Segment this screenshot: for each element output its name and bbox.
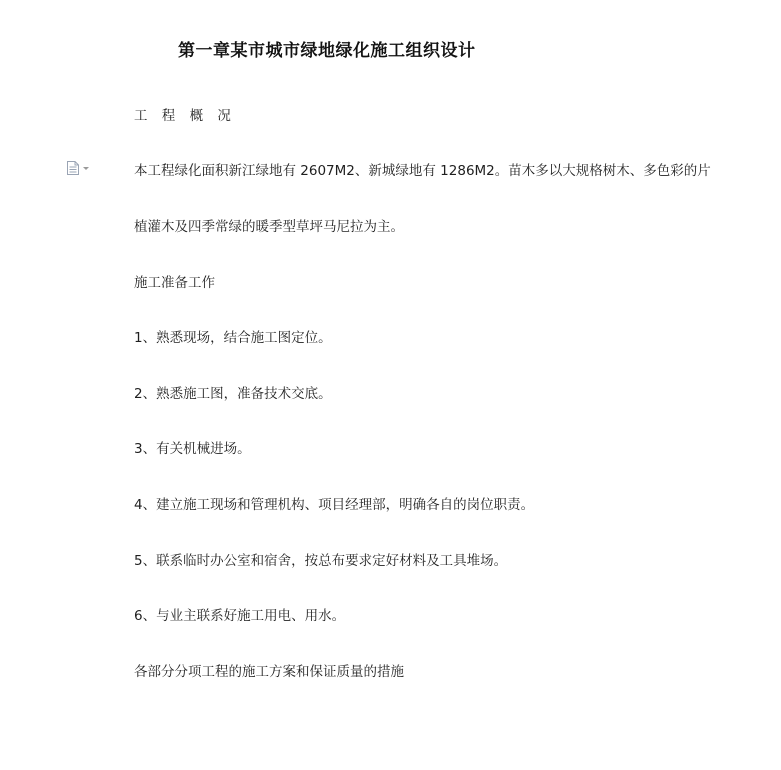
- list-item: 5、联系临时办公室和宿舍，按总布要求定好材料及工具堆场。: [134, 553, 508, 569]
- prep-heading: 施工准备工作: [134, 275, 215, 291]
- list-item: 3、有关机械进场。: [134, 441, 251, 457]
- section-heading: 工 程 概 况: [134, 108, 236, 124]
- list-item: 4、建立施工现场和管理机构、项目经理部，明确各自的岗位职责。: [134, 497, 535, 513]
- closing-heading: 各部分分项工程的施工方案和保证质量的措施: [134, 664, 404, 680]
- list-item: 1、熟悉现场，结合施工图定位。: [134, 330, 332, 346]
- list-item: 6、与业主联系好施工用电、用水。: [134, 608, 346, 624]
- overview-paragraph-line-2: 植灌木及四季常绿的暖季型草坪马尼拉为主。: [134, 219, 404, 235]
- list-item: 2、熟悉施工图，准备技术交底。: [134, 386, 332, 402]
- overview-paragraph-line-1: 本工程绿化面积新江绿地有 2607M2、新城绿地有 1286M2。苗木多以大规格树木、多色彩的片: [134, 163, 711, 179]
- dropdown-caret-icon: [83, 167, 89, 170]
- document-icon: [66, 160, 80, 176]
- paragraph-handle[interactable]: [66, 160, 96, 176]
- document-title: 第一章某市城市绿地绿化施工组织设计: [178, 41, 476, 61]
